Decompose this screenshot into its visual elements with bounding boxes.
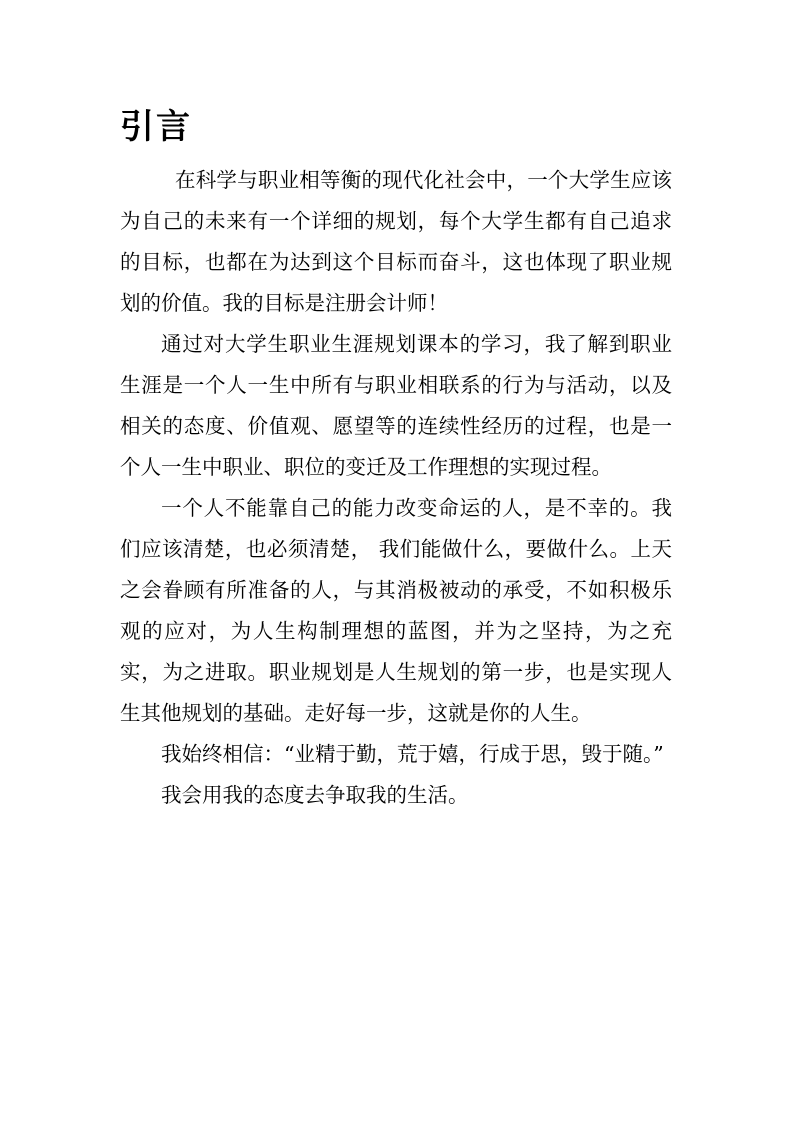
paragraph-1: 在科学与职业相等衡的现代化社会中，一个大学生应该为自己的未来有一个详细的规划，每个大学生都有自己追求的目标，也都在为达到这个目标而奋斗，这也体现了职业规划的价值。我的目标是注册会计师！ [120, 168, 672, 315]
paragraph-4: 我始终相信：“业精于勤，荒于嬉，行成于思，毁于随。” [161, 742, 664, 766]
paragraph-5: 我会用我的态度去争取我的生活。 [161, 783, 469, 807]
page-title: 引言 [120, 107, 192, 147]
paragraph-3: 一个人不能靠自己的能力改变命运的人，是不幸的。我们应该清楚，也必须清楚， 我们能做什么，要做什么。上天之会眷顾有所准备的人，与其消极被动的承受，不如积极乐观的应对，为人生构制理想的蓝图，并为之坚持，为之充实，为之进取。职业规划是人生规划的第一步，也是实现人生其他规划的基础。走好每一步，这就是你的人生。 [120, 496, 672, 725]
document-body [120, 160, 672, 816]
paragraph-2: 通过对大学生职业生涯规划课本的学习，我了解到职业生涯是一个人一生中所有与职业相联系的行为与活动，以及相关的态度、价值观、愿望等的连续性经历的过程，也是一个人一生中职业、职位的变迁及工作理想的实现过程。 [120, 332, 672, 479]
